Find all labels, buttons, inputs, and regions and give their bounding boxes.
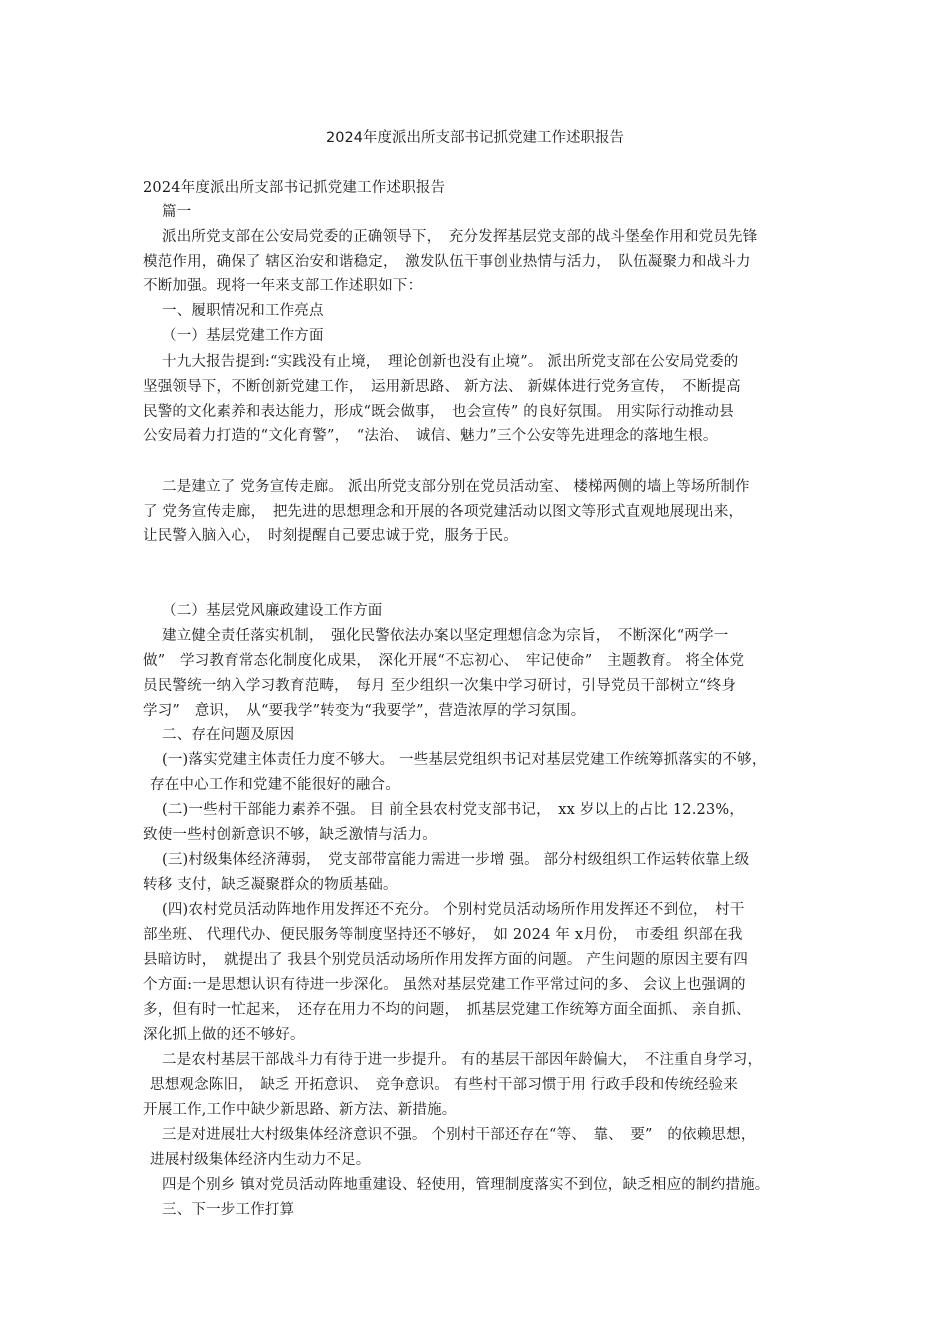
paragraph-line: 部坐班、 代理代办、便民服务等制度坚持还不够好， 如 2024 年 x月份， 市委组 织部在我 <box>143 927 743 943</box>
paragraph-line: 二是建立了 党务宣传走廊。 派出所党支部分别在党员活动室、 楼梯两侧的墙上等场所制作 <box>162 479 750 495</box>
paragraph-line: 模范作用，确保了 辖区治安和谐稳定， 激发队伍干事创业热情与活力， 队伍凝聚力和战斗力 <box>143 254 751 270</box>
section-heading: 三、下一步工作打算 <box>162 1202 295 1218</box>
paragraph-line: 十九大报告提到:“实践没有止境， 理论创新也没有止境”。 派出所党支部在公安局党委的 <box>162 354 739 370</box>
paragraph-line: 派出所党支部在公安局党委的正确领导下， 充分发挥基层党支部的战斗堡垒作用和党员先锋 <box>162 229 758 245</box>
subsection-heading: （二）基层党风廉政建设工作方面 <box>162 603 383 619</box>
paragraph-line: 学习” 意识， 从“要我学”转变为“我要学”，营造浓厚的学习氛围。 <box>143 703 586 719</box>
paragraph-line: (三)村级集体经济薄弱， 党支部带富能力需进一步增 强。 部分村级组织工作运转依靠上级 <box>162 852 750 868</box>
paragraph-line: 四是个别乡 镇对党员活动阵地重建设、轻使用，管理制度落实不到位，缺乏相应的制约措施。 <box>162 1177 770 1193</box>
section-label: 篇一 <box>162 204 192 220</box>
paragraph-line: 做” 学习教育常态化制度化成果， 深化开展“不忘初心、 牢记使命” 主题教育。 将全体党 <box>143 653 745 669</box>
paragraph-line: 民警的文化素养和表达能力，形成“既会做事， 也会宣传” 的良好氛围。 用实际行动推动县 <box>143 404 734 420</box>
body-heading: 2024年度派出所支部书记抓党建工作述职报告 <box>143 180 446 196</box>
paragraph-line: 存在中心工作和党建不能很好的融合。 <box>150 777 400 793</box>
paragraph-line: 员民警统一纳入学习教育范畴， 每月 至少组织一次集中学习研讨，引导党员干部树立“终身 <box>143 678 737 694</box>
paragraph-line: 开展工作,工作中缺少新思路、新方法、新措施。 <box>143 1102 457 1118</box>
paragraph-line: (四)农村党员活动阵地作用发挥还不充分。 个别村党员活动场所作用发挥还不到位， 村干 <box>162 902 745 918</box>
paragraph-line: (二)一些村干部能力素养不强。 目 前全县农村党支部书记， xx 岁以上的占比 12.23%， <box>162 802 745 818</box>
paragraph-line: 县暗访时， 就提出了 我县个别党员活动场所作用发挥方面的问题。 产生问题的原因主要有四 <box>143 952 749 968</box>
paragraph-line: 致使一些村创新意识不够，缺乏激情与活力。 <box>143 827 437 843</box>
paragraph-line: (一)落实党建主体责任力度不够大。 一些基层党组织书记对基层党建工作统筹抓落实的不够， <box>162 752 767 768</box>
paragraph-line: 公安局着力打造的“文化育警”， “法治、 诚信、魅力”三个公安等先进理念的落地生根。 <box>143 428 718 444</box>
paragraph-line: 建立健全责任落实机制， 强化民警依法办案以坚定理想信念为宗旨， 不断深化“两学一 <box>162 628 729 644</box>
paragraph-line: 个方面:一是思想认识有待进一步深化。 虽然对基层党建工作平常过问的多、 会议上也强调的 <box>143 977 746 993</box>
paragraph-line: 思想观念陈旧， 缺乏 开拓意识、 竞争意识。 有些村干部习惯于用 行政手段和传统经验来 <box>150 1077 738 1093</box>
section-heading: 一、履职情况和工作亮点 <box>162 303 324 319</box>
page-title: 2024年度派出所支部书记抓党建工作述职报告 <box>326 130 624 146</box>
paragraph-line: 进展村级集体经济内生动力不足。 <box>150 1152 371 1168</box>
paragraph-line: 了 党务宣传走廊， 把先进的思想理念和开展的各项党建活动以图文等形式直观地展现出来， <box>143 504 744 520</box>
subsection-heading: （一）基层党建工作方面 <box>162 328 324 344</box>
paragraph-line: 二是农村基层干部战斗力有待于进一步提升。 有的基层干部因年龄偏大， 不注重自身学习， <box>162 1052 763 1068</box>
paragraph-line: 三是对进展壮大村级集体经济意识不强。 个别村干部还存在“等、 靠、 要” 的依赖思想， <box>162 1127 756 1143</box>
paragraph-line: 多，但有时一忙起来， 还存在用力不均的问题， 抓基层党建工作统筹方面全面抓、 亲自抓、 <box>143 1002 751 1018</box>
paragraph-line: 让民警入脑入心， 时刻提醒自己要忠诚于党，服务于民。 <box>143 528 518 544</box>
section-heading: 二、存在问题及原因 <box>162 727 295 743</box>
paragraph-line: 坚强领导下，不断创新党建工作， 运用新思路、 新方法、 新媒体进行党务宣传， 不断提高 <box>143 379 741 395</box>
paragraph-line: 转移 支付，缺乏凝聚群众的物质基础。 <box>143 877 398 893</box>
paragraph-line: 深化抓上做的还不够好。 <box>143 1027 305 1043</box>
paragraph-line: 不断加强。现将一年来支部工作述职如下： <box>143 278 423 294</box>
